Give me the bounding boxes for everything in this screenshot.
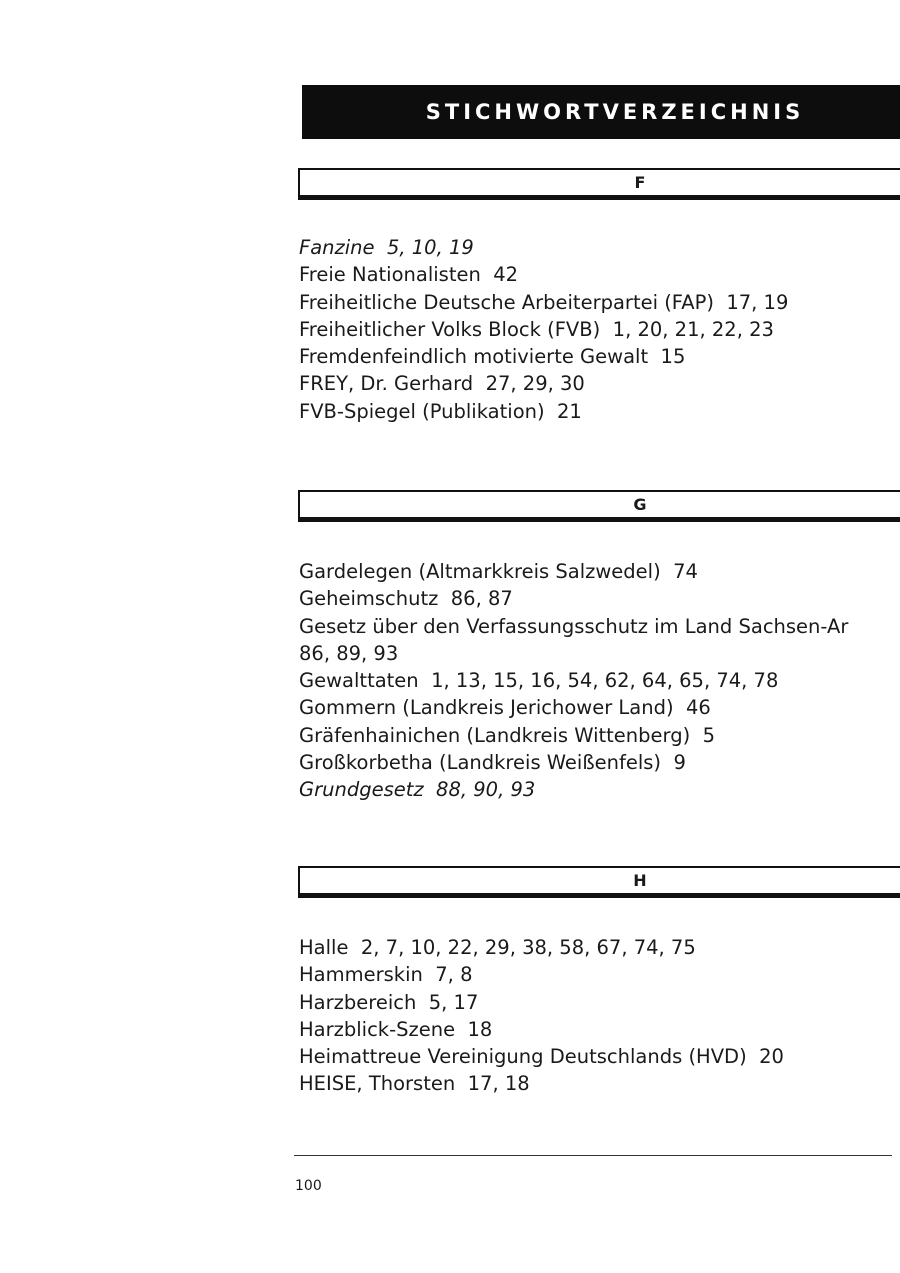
- index-entry: [299, 585, 848, 612]
- entry-term: Harzbereich: [299, 990, 417, 1014]
- entry-pages: 21: [557, 399, 582, 423]
- index-entry: [299, 370, 788, 397]
- index-entry-continuation: [299, 640, 848, 667]
- index-entry: [299, 316, 788, 343]
- entry-term: Gardelegen (Altmarkkreis Salzwedel): [299, 560, 661, 583]
- entry-pages: 5, 17: [428, 990, 479, 1014]
- index-entry: [299, 613, 848, 640]
- section-letter-label: F: [634, 173, 646, 192]
- index-entry: [299, 1016, 784, 1043]
- entry-term: Geheimschutz: [299, 587, 439, 611]
- index-entry: [299, 961, 784, 988]
- entry-pages: 74: [673, 560, 698, 583]
- entry-pages: 88, 90, 93: [436, 778, 536, 802]
- index-entry: [299, 1043, 784, 1070]
- index-entry: [299, 398, 788, 425]
- page-number: 100: [295, 1178, 322, 1194]
- entry-term: Halle: [299, 936, 349, 959]
- entry-pages: 2, 7, 10, 22, 29, 38, 58, 67, 74, 75: [360, 936, 696, 959]
- entry-term: Großkorbetha (Landkreis Weißenfels): [299, 751, 662, 775]
- section-letter-label: G: [633, 495, 647, 514]
- entry-pages: 18: [467, 1017, 493, 1041]
- entry-pages: 17, 18: [467, 1072, 530, 1096]
- entry-term: Hammerskin: [299, 963, 423, 987]
- index-entry: [299, 1070, 784, 1097]
- index-entry: [299, 343, 788, 370]
- entry-term: HEISE, Thorsten: [299, 1072, 456, 1096]
- footer-divider: [294, 1155, 892, 1156]
- entry-pages: 27, 29, 30: [485, 372, 585, 396]
- entry-pages: 17, 19: [726, 290, 789, 314]
- entry-term: Gommern (Landkreis Jerichower Land): [299, 696, 674, 720]
- entry-term: Fanzine: [299, 236, 375, 259]
- entry-pages: 5: [702, 723, 716, 747]
- entry-term: Freiheitlicher Volks Block (FVB): [299, 317, 601, 341]
- index-title-bar: [302, 85, 900, 139]
- entry-term: Gewalttaten: [299, 669, 419, 693]
- entry-pages: 86, 87: [450, 587, 513, 611]
- entry-pages: 1, 13, 15, 16, 54, 62, 64, 65, 74, 78: [431, 669, 779, 693]
- index-entry: [299, 989, 784, 1016]
- entry-pages: 1, 20, 21, 22, 23: [612, 317, 774, 341]
- section-letter-h: [298, 866, 900, 898]
- entry-pages: 86, 89, 93: [299, 641, 399, 665]
- entry-term: Fremdenfeindlich motivierte Gewalt: [299, 345, 649, 369]
- entry-term: Gräfenhainichen (Landkreis Wittenberg): [299, 723, 691, 747]
- index-entry: [299, 261, 788, 288]
- index-entry: [299, 694, 848, 721]
- entry-term: FVB-Spiegel (Publikation): [299, 399, 545, 423]
- entry-term: Freiheitliche Deutsche Arbeiterpartei (FAP): [299, 290, 714, 314]
- section-letter-f: [298, 168, 900, 200]
- section-letter-g: [298, 490, 900, 522]
- index-entry: [299, 722, 848, 749]
- index-entry: [299, 234, 788, 261]
- entry-pages: 42: [493, 263, 519, 287]
- entry-term: FREY, Dr. Gerhard: [299, 372, 474, 396]
- section-g-entries: [299, 558, 848, 804]
- section-h-entries: [299, 934, 784, 1098]
- entry-term: Harzblick-Szene: [299, 1017, 456, 1041]
- entry-term: Grundgesetz: [299, 778, 424, 802]
- section-f-entries: [299, 234, 788, 425]
- index-entry: [299, 934, 784, 961]
- entry-pages: 46: [686, 696, 711, 720]
- index-entry: [299, 558, 848, 585]
- entry-pages: 7, 8: [435, 963, 473, 987]
- section-letter-label: H: [633, 871, 647, 890]
- entry-term: Freie Nationalisten: [299, 263, 481, 287]
- index-entry: [299, 289, 788, 316]
- entry-term: Gesetz über den Verfassungsschutz im Land Sachsen-Ar: [299, 614, 849, 638]
- index-title: STICHWORTVERZEICHNIS: [425, 100, 805, 124]
- index-entry: [299, 749, 848, 776]
- entry-pages: 15: [660, 345, 686, 369]
- index-entry: [299, 776, 848, 803]
- entry-term: Heimattreue Vereinigung Deutschlands (HVD): [299, 1045, 747, 1069]
- entry-pages: 20: [759, 1045, 784, 1069]
- entry-pages: 9: [673, 751, 686, 775]
- entry-pages: 5, 10, 19: [386, 236, 474, 259]
- index-entry: [299, 667, 848, 694]
